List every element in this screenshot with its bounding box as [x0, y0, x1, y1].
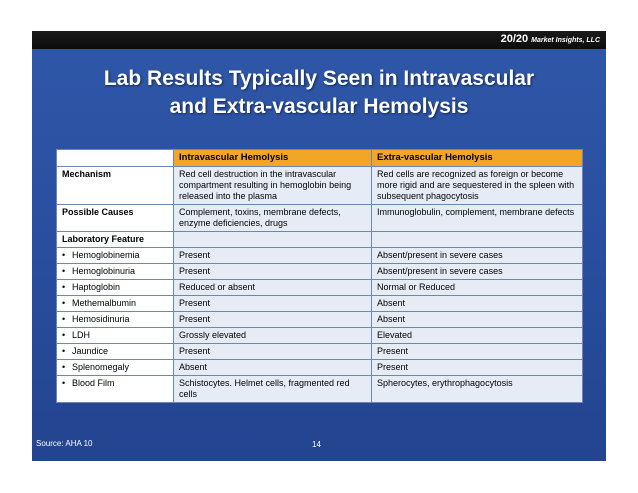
- page-number: 14: [312, 440, 321, 449]
- bullet-icon: •: [62, 298, 66, 308]
- feature-extra: Absent: [372, 312, 583, 328]
- title-line-1: Lab Results Typically Seen in Intravascular: [103, 67, 535, 90]
- bullet-icon: •: [62, 250, 66, 260]
- feature-extra: Present: [372, 360, 583, 376]
- feature-label: [57, 280, 174, 296]
- slide-title: [52, 65, 586, 121]
- causes-extra: Immunoglobulin, complement, membrane defects: [372, 205, 583, 232]
- feature-label: [57, 360, 174, 376]
- mechanism-extra: Red cells are recognized as foreign or become more rigid and are sequestered in the spleen with subsequent phagocytosis: [372, 167, 583, 205]
- feature-intra: Present: [174, 296, 372, 312]
- lab-feature-intra-empty: [174, 232, 372, 248]
- table-row: [57, 296, 583, 312]
- table-row-causes: [57, 205, 583, 232]
- header-extravascular: Extra-vascular Hemolysis: [372, 150, 583, 167]
- feature-intra: Absent: [174, 360, 372, 376]
- feature-label: [57, 344, 174, 360]
- feature-rows: [57, 248, 583, 403]
- bullet-icon: •: [62, 282, 66, 292]
- table-row: [57, 312, 583, 328]
- brand-sub: Market Insights, LLC: [531, 37, 600, 44]
- feature-intra: Reduced or absent: [174, 280, 372, 296]
- feature-intra: Present: [174, 248, 372, 264]
- bullet-icon: •: [62, 346, 66, 356]
- feature-name: Hemosidinuria: [72, 314, 130, 324]
- feature-extra: Absent/present in severe cases: [372, 248, 583, 264]
- feature-extra: Spherocytes, erythrophagocytosis: [372, 376, 583, 403]
- lab-feature-extra-empty: [372, 232, 583, 248]
- title-line-2: and Extra-vascular Hemolysis: [169, 95, 469, 118]
- brand-main: 20/20: [500, 33, 529, 45]
- feature-extra: Present: [372, 344, 583, 360]
- row-label-lab-feature: Laboratory Feature: [57, 232, 174, 248]
- table-row: [57, 248, 583, 264]
- feature-intra: Present: [174, 344, 372, 360]
- bullet-icon: •: [62, 330, 66, 340]
- top-bar: [32, 31, 606, 49]
- slide: [32, 31, 606, 461]
- bullet-icon: •: [62, 266, 66, 276]
- table-row-lab-feature: [57, 232, 583, 248]
- row-label-causes: Possible Causes: [57, 205, 174, 232]
- feature-name: Haptoglobin: [72, 282, 121, 292]
- table-row-mechanism: [57, 167, 583, 205]
- feature-extra: Normal or Reduced: [372, 280, 583, 296]
- header-intravascular: Intravascular Hemolysis: [174, 150, 372, 167]
- table-row: [57, 280, 583, 296]
- mechanism-intra: Red cell destruction in the intravascular compartment resulting in hemoglobin being released into the plasma: [174, 167, 372, 205]
- bullet-icon: •: [62, 314, 66, 324]
- feature-label: [57, 248, 174, 264]
- source-note: Source: AHA 10: [36, 439, 93, 448]
- feature-name: Hemoglobinemia: [72, 250, 140, 260]
- header-blank-cell: [57, 150, 174, 167]
- table-row: [57, 264, 583, 280]
- table-header-row: [57, 150, 583, 167]
- causes-intra: Complement, toxins, membrane defects, enzyme deficiencies, drugs: [174, 205, 372, 232]
- feature-intra: Grossly elevated: [174, 328, 372, 344]
- feature-intra: Present: [174, 264, 372, 280]
- row-label-mechanism: Mechanism: [57, 167, 174, 205]
- feature-name: Jaundice: [72, 346, 109, 356]
- feature-name: LDH: [72, 330, 91, 340]
- feature-name: Splenomegaly: [72, 362, 130, 372]
- feature-extra: Absent: [372, 296, 583, 312]
- feature-intra: Schistocytes. Helmet cells, fragmented red cells: [174, 376, 372, 403]
- feature-label: [57, 376, 174, 403]
- feature-name: Blood Film: [72, 378, 115, 388]
- feature-label: [57, 264, 174, 280]
- table-row: [57, 376, 583, 403]
- table-row: [57, 328, 583, 344]
- bullet-icon: •: [62, 378, 66, 388]
- feature-extra: Elevated: [372, 328, 583, 344]
- feature-intra: Present: [174, 312, 372, 328]
- brand-logo: [501, 33, 600, 45]
- table-row: [57, 360, 583, 376]
- feature-label: [57, 296, 174, 312]
- feature-extra: Absent/present in severe cases: [372, 264, 583, 280]
- hemolysis-table: [56, 149, 583, 403]
- feature-name: Hemoglobinuria: [72, 266, 136, 276]
- feature-name: Methemalbumin: [72, 298, 137, 308]
- table-row: [57, 344, 583, 360]
- feature-label: [57, 312, 174, 328]
- bullet-icon: •: [62, 362, 66, 372]
- feature-label: [57, 328, 174, 344]
